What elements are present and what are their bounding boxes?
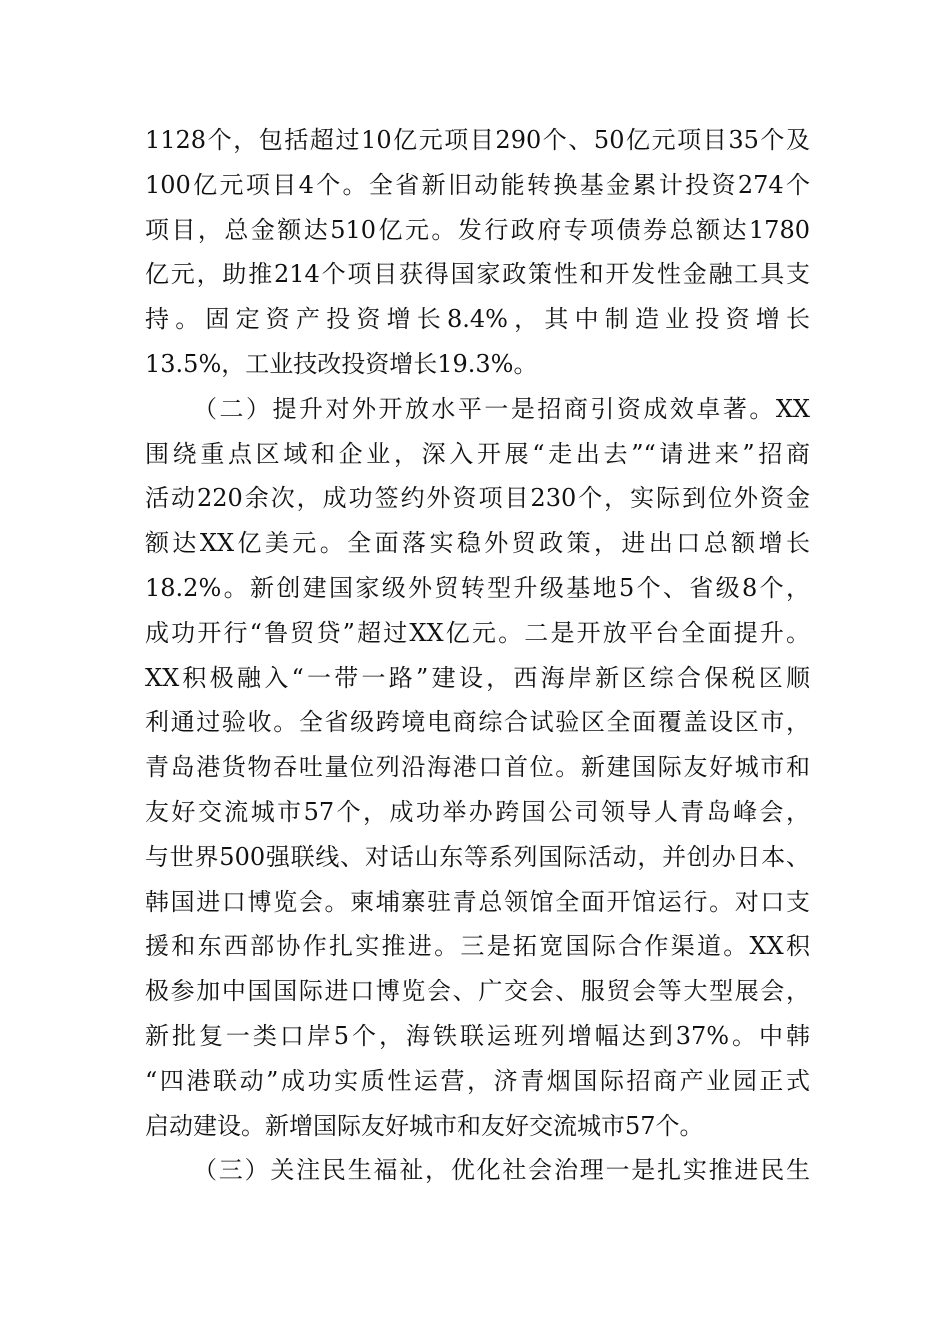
paragraph-livelihood <box>145 1148 810 1193</box>
text-line: “四港联动”成功实质性运营，济青烟国际招商产业园正式 <box>145 1066 810 1095</box>
text-line: 极参加中国国际进口博览会、广交会、服贸会等大型展会， <box>145 977 810 1006</box>
text-line: 韩国进口博览会。柬埔寨驻青总领馆全面开馆运行。对口支 <box>145 887 810 916</box>
paragraph-opening-up <box>145 387 810 1149</box>
text-line: 项目，总金额达510亿元。发行政府专项债券总额达1780 <box>145 215 810 244</box>
text-line: 持。固定资产投资增长8.4%，其中制造业投资增长 <box>145 305 810 334</box>
text-line: 友好交流城市57个，成功举办跨国公司领导人青岛峰会， <box>145 797 810 826</box>
text-line: 新批复一类口岸5个，海铁联运班列增幅达到37%。中韩 <box>145 1021 810 1050</box>
text-line: 与世界500强联线、对话山东等系列国际活动，并创办日本、 <box>145 842 810 871</box>
text-line: 启动建设。新增国际友好城市和友好交流城市57个。 <box>145 1111 704 1140</box>
paragraph-investment <box>145 118 810 387</box>
text-line: 援和东西部协作扎实推进。三是拓宽国际合作渠道。XX积 <box>145 932 810 961</box>
text-line: 100亿元项目4个。全省新旧动能转换基金累计投资274个 <box>145 170 810 199</box>
body-text <box>145 118 810 1193</box>
section-heading-line: （三）关注民生福祉，优化社会治理一是扎实推进民生 <box>193 1156 810 1185</box>
text-line: 亿元，助推214个项目获得国家政策性和开发性金融工具支 <box>145 260 810 289</box>
text-line: 围绕重点区域和企业，深入开展“走出去”“请进来”招商 <box>145 439 810 468</box>
text-line: 18.2%。新创建国家级外贸转型升级基地5个、省级8个， <box>145 573 810 602</box>
text-line: 活动220余次，成功签约外资项目230个，实际到位外资金 <box>145 484 810 513</box>
text-line: 青岛港货物吞吐量位列沿海港口首位。新建国际友好城市和 <box>145 753 810 782</box>
text-line: 13.5%，工业技改投资增长19.3%。 <box>145 349 538 378</box>
section-heading-line: （二）提升对外开放水平一是招商引资成效卓著。XX <box>193 394 810 423</box>
text-line: 成功开行“鲁贸贷”超过XX亿元。二是开放平台全面提升。 <box>145 618 810 647</box>
text-line: 1128个，包括超过10亿元项目290个、50亿元项目35个及 <box>145 126 810 154</box>
text-line: XX积极融入“一带一路”建设，西海岸新区综合保税区顺 <box>145 663 810 692</box>
text-line: 利通过验收。全省级跨境电商综合试验区全面覆盖设区市， <box>145 708 810 737</box>
text-line: 额达XX亿美元。全面落实稳外贸政策，进出口总额增长 <box>145 529 810 558</box>
